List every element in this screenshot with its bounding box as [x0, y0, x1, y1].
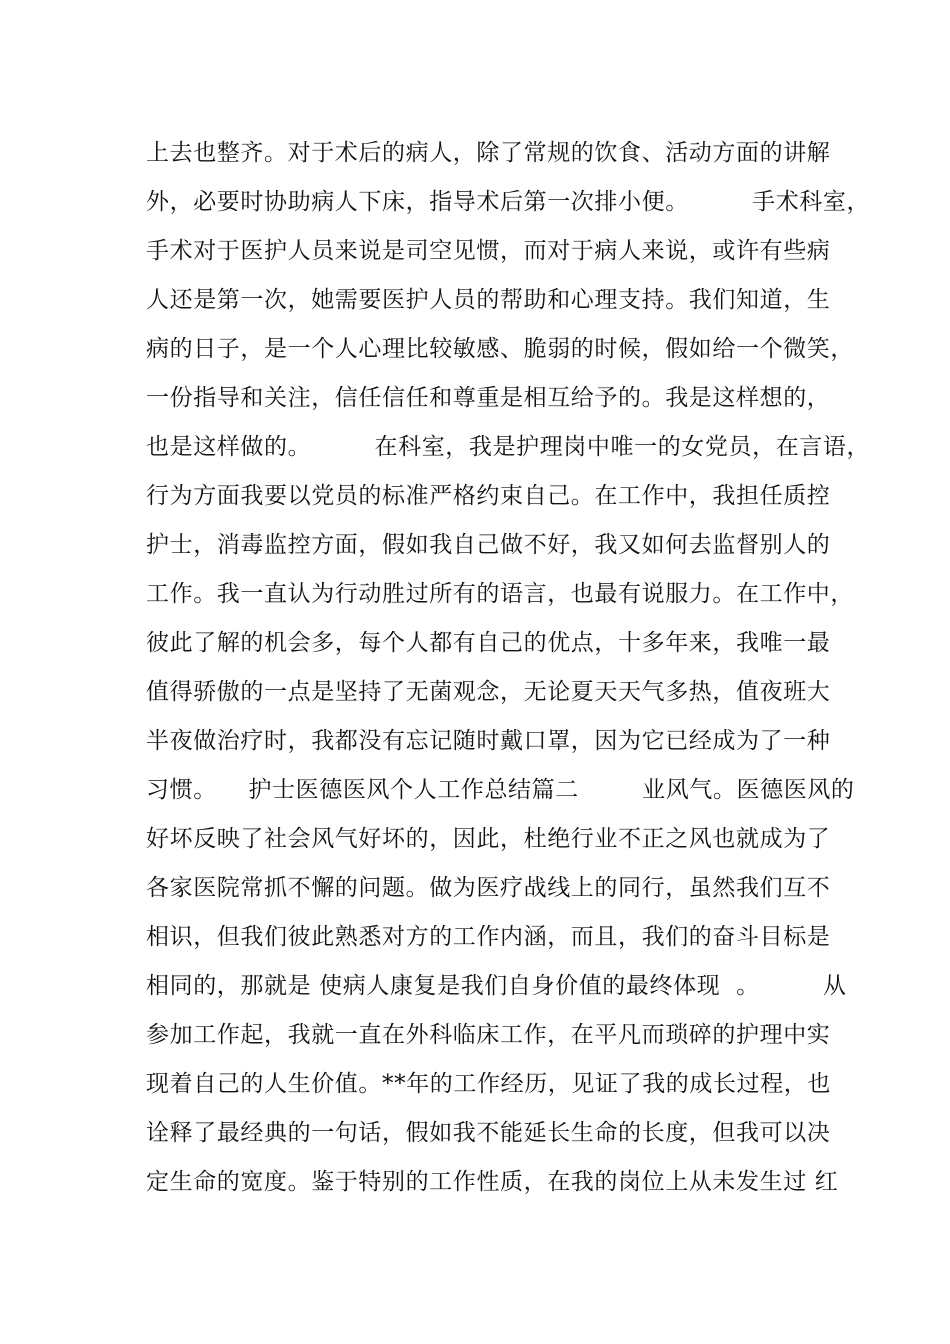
text-line: 上去也整齐。对于术后的病人，除了常规的饮食、活动方面的讲解: [146, 140, 831, 166]
text-line: 一份指导和关注，信任信任和尊重是相互给予的。我是这样想的，: [146, 385, 831, 411]
text-line: 半夜做治疗时，我都没有忘记随时戴口罩，因为它已经成为了一种: [146, 728, 831, 754]
text-line: 相同的，那就是 使病人康复是我们自身价值的最终体现 。 从: [146, 973, 847, 999]
text-line: 现着自己的人生价值。**年的工作经历，见证了我的成长过程，也: [146, 1071, 831, 1097]
text-line: 工作。我一直认为行动胜过所有的语言，也最有说服力。在工作中，: [146, 581, 854, 607]
text-line: 诠释了最经典的一句话，假如我不能延长生命的长度，但我可以决: [146, 1120, 831, 1146]
text-line: 彼此了解的机会多，每个人都有自己的优点，十多年来，我唯一最: [146, 630, 831, 656]
text-line: 各家医院常抓不懈的问题。做为医疗战线上的同行，虽然我们互不: [146, 875, 831, 901]
text-line: 外，必要时协助病人下床，指导术后第一次排小便。 手术科室，: [146, 189, 871, 215]
text-line: 定生命的宽度。鉴于特别的工作性质，在我的岗位上从未发生过 红: [146, 1169, 839, 1195]
text-line: 习惯。 护士医德医风个人工作总结篇二 业风气。医德医风的: [146, 777, 855, 803]
text-line: 相识，但我们彼此熟悉对方的工作内涵，而且，我们的奋斗目标是: [146, 924, 831, 950]
text-line: 人还是第一次，她需要医护人员的帮助和心理支持。我们知道，生: [146, 287, 831, 313]
text-line: 参加工作起，我就一直在外科临床工作，在平凡而琐碎的护理中实: [146, 1022, 831, 1048]
text-line: 好坏反映了社会风气好坏的，因此，杜绝行业不正之风也就成为了: [146, 826, 831, 852]
text-line: 手术对于医护人员来说是司空见惯，而对于病人来说，或许有些病: [146, 238, 831, 264]
text-line: 病的日子，是一个人心理比较敏感、脆弱的时候，假如给一个微笑，: [146, 336, 854, 362]
text-line: 值得骄傲的一点是坚持了无菌观念，无论夏天天气多热，值夜班大: [146, 679, 831, 705]
text-line: 护士，消毒监控方面，假如我自己做不好，我又如何去监督别人的: [146, 532, 831, 558]
text-line: 也是这样做的。 在科室，我是护理岗中唯一的女党员，在言语，: [146, 434, 871, 460]
text-line: 行为方面我要以党员的标准严格约束自己。在工作中，我担任质控: [146, 483, 831, 509]
